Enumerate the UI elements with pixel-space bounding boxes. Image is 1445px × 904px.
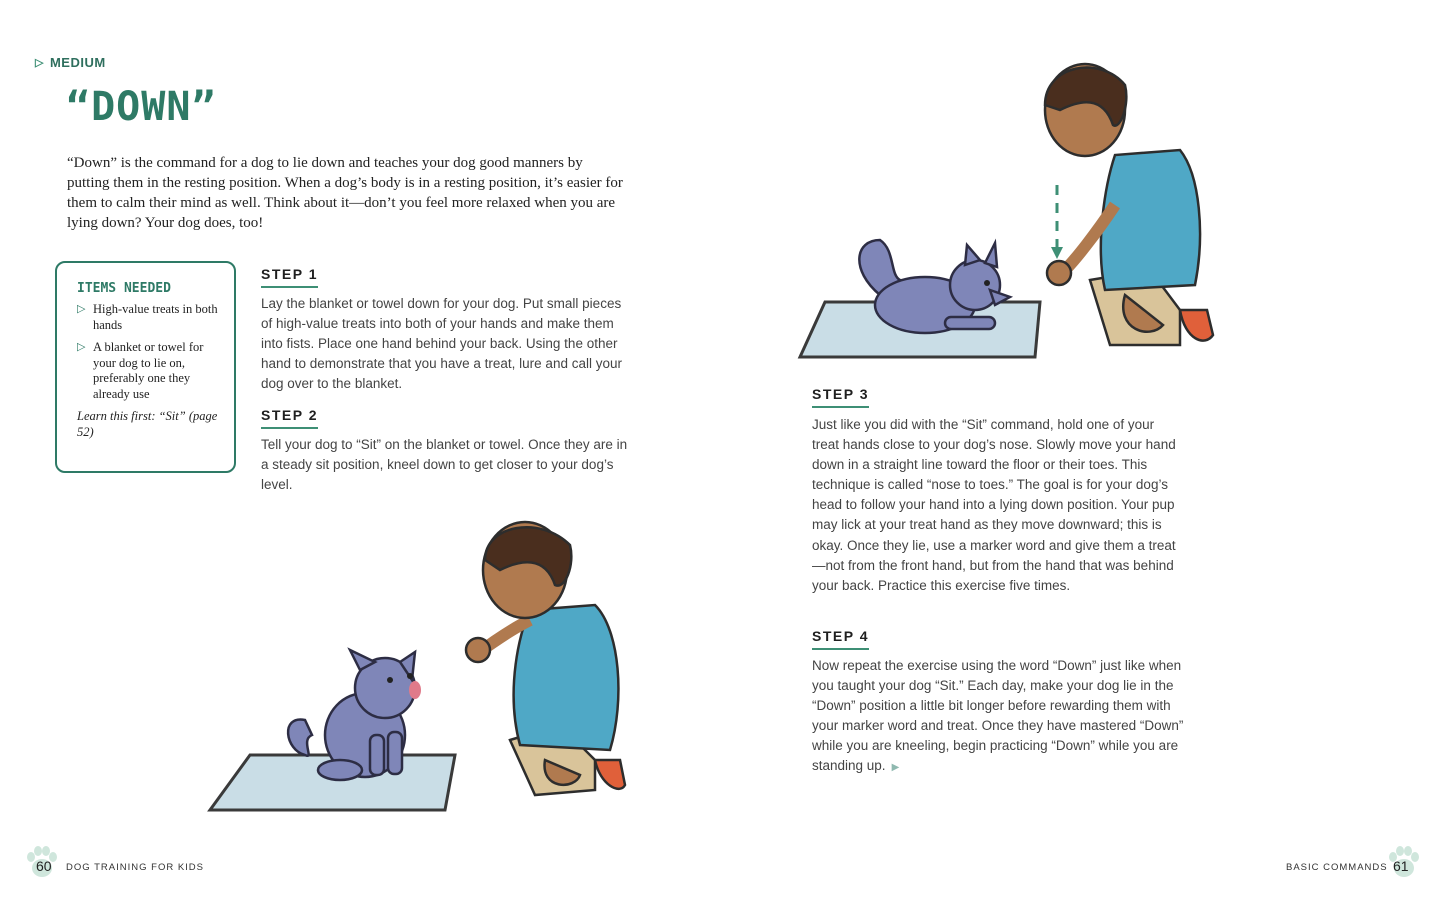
- difficulty-label: MEDIUM: [49, 55, 106, 70]
- step-1-text: Lay the blanket or towel down for your dog. Put small pieces of high-value treats into both of your hands and make them into fists. Place one hand behind your back. Using the other hand to demonstrate that you have a treat, lure and call your dog over to the blanket.: [261, 296, 622, 392]
- step-4-heading: STEP 4: [812, 628, 869, 650]
- learn-first-note: Learn this first: “Sit” (page 52): [77, 409, 218, 439]
- triangle-bullet-icon: ▷: [35, 57, 44, 69]
- page-title: “DOWN”: [66, 84, 217, 130]
- triangle-bullet-icon: ▷: [77, 341, 86, 353]
- left-page-number: 60: [36, 858, 52, 874]
- step-1-heading: STEP 1: [261, 266, 318, 288]
- step-2-text: Tell your dog to “Sit” on the blanket or towel. Once they are in a steady sit position, kneel down to get closer to your dog’s level.: [261, 437, 628, 493]
- intro-paragraph: “Down” is the command for a dog to lie down and teaches your dog good manners by putting them in the resting position. When a dog’s body is in a resting position, it’s easier for them to calm their mind as well. Think about it—don’t you feel more relaxed when you are lying down? Your dog does, too!: [67, 155, 623, 231]
- items-needed-box: [55, 261, 236, 473]
- left-running-title: DOG TRAINING FOR KIDS: [66, 862, 205, 873]
- difficulty-level: [35, 55, 106, 70]
- triangle-bullet-icon: ▷: [77, 303, 86, 315]
- illustration-dog-sitting: [200, 510, 640, 820]
- list-item: ▷ A blanket or towel for your dog to lie on, preferably one they already use: [77, 340, 204, 401]
- right-running-title: BASIC COMMANDS: [1286, 862, 1388, 873]
- items-needed-title: ITEMS NEEDED: [77, 281, 171, 296]
- items-list: [77, 302, 222, 402]
- step-2-heading: STEP 2: [261, 407, 318, 429]
- step-3-text: Just like you did with the “Sit” command, hold one of your treat hands close to your dog’s nose. Slowly move your hand down in a straight line toward the floor or their toes. This technique is called “nose to toes.” The goal is for your dog’s head to follow your hand into a lying down position. Your pup may lick at your treat hand as they move downward; this is okay. Once they lie, use a marker word and give them a treat—not from the front hand, but from the hand that was behind your back. Practice this exercise five times.: [812, 417, 1176, 593]
- step-3-heading: STEP 3: [812, 386, 869, 408]
- step-4-text: Now repeat the exercise using the word “Down” just like when you taught your dog “Sit.” Each day, make your dog lie in the “Down” position a little bit longer before rewarding them with your marker word and treat. Once they have mastered “Down” while you are kneeling, begin practicing “Down” while you are standing up. ▶: [812, 658, 1184, 774]
- list-item: ▷ High-value treats in both hands: [77, 302, 218, 332]
- illustration-dog-lying-down: [795, 55, 1225, 365]
- right-page-number: 61: [1393, 858, 1409, 874]
- continue-arrow-icon: ▶: [891, 762, 900, 774]
